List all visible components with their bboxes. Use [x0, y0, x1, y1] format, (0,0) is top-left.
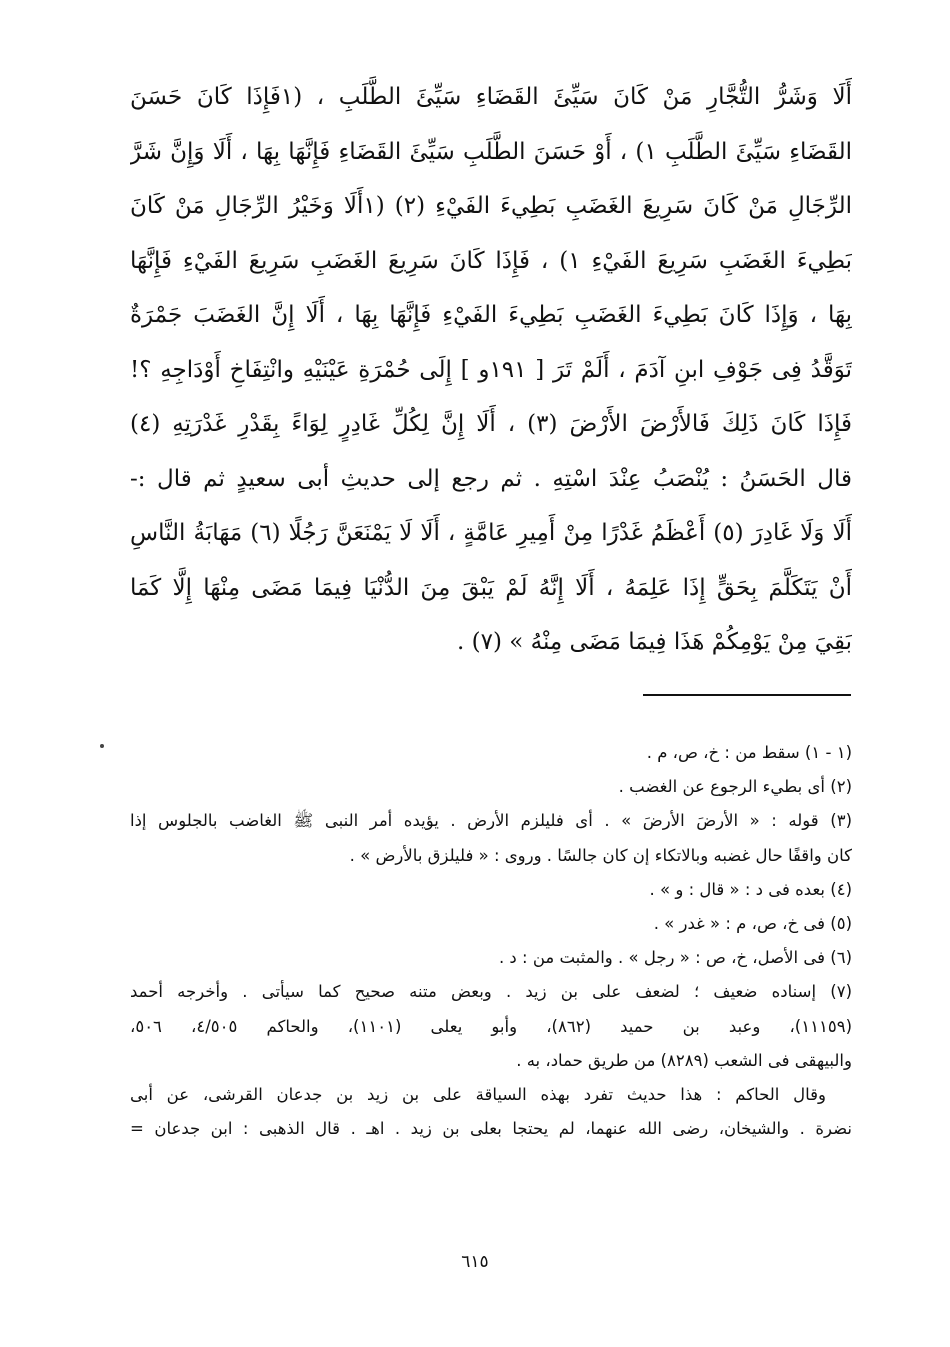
main-text-line: تَوَقَّدُ فِى جَوْفِ ابنِ آدَمَ ، أَلَمْ تَرَ [ ١٩١و ] إِلَى حُمْرَةِ عَيْنَيْهِ وانْتِفَاخِ أَوْدَاجِهِ ؟! [130, 356, 852, 383]
footnote-line: (٤) بعده فى د : « قال : و » . [649, 879, 852, 899]
page-number: ٦١٥ [461, 1252, 489, 1272]
footnote-line: (١١١٥٩)، وعبد بن حميد (٨٦٢)، وأبو يعلى (١١٠١)، والحاكم ٤/٥٠٥، ٥٠٦، [130, 1016, 852, 1036]
main-text-line: بَقِيَ مِنْ يَوْمِكُمْ هَذَا فِيمَا مَضَى مِنْهُ » (٧) . [456, 629, 852, 655]
main-text-line: أَنْ يَتَكَلَّمَ بِحَقٍّ إِذَا عَلِمَهُ ، أَلَا إِنَّهُ لَمْ يَبْقَ مِنَ الدُّنْيَا فِيمَا مَضَى مِنْهَا إِلَّا كَمَا [130, 574, 852, 601]
main-text-line: أَلَا وَشَرُّ التُّجَّارِ مَنْ كَانَ سَيِّئَ القَضَاءِ سَيِّئَ الطَّلَبِ ، (١فَإِذَا كَانَ حَسَنَ [130, 84, 852, 110]
main-text-line: بَطِيءَ الغَضَبِ سَرِيعَ الفَيْءِ ١) ، فَإِذَا كَانَ سَرِيعَ الغَضَبِ سَرِيعَ الفَيْءِ فَإِنَّهَا [130, 247, 852, 274]
footnote-line: (٦) فى الأصل، خ، ص : « رجل » . والمثبت من : د . [498, 948, 852, 968]
main-text-line: القَضَاءِ سَيِّئَ الطَّلَبِ ١) ، أَوْ حَسَنَ الطَّلَبِ سَيِّئَ القَضَاءِ فَإِنَّهَا بِهَا ، أَلَا وَإِنَّ شَرَّ [130, 138, 852, 165]
main-text-line: الرِّجَالِ مَنْ كَانَ سَرِيعَ الغَضَبِ بَطِيءَ الفَيْءِ (٢) (١أَلَا وَخَيْرُ الرِّجَالِ مَنْ كَانَ [130, 193, 852, 219]
main-text-line: أَلَا وَلَا غَادِرَ (٥) أَعْظَمُ غَدْرًا مِنْ أَمِيرِ عَامَّةٍ ، أَلَا لَا يَمْنَعَنَّ رَجُلًا (٦) مَهَابَةُ النَّاسِ [130, 520, 852, 546]
footnotes [130, 736, 852, 1146]
footnote-line: (٥) فى خ، ص، م : « غدر » . [653, 913, 852, 933]
main-text-line: فَإِذَا كَانَ ذَلِكَ فَالأَرْضَ الأَرْضَ (٣) ، أَلَا إِنَّ لِكُلِّ غَادِرٍ لِوَاءً بِقَدْرِ غَدْرَتِهِ (٤) [130, 411, 852, 437]
footnote-line: (٢) أى بطيء الرجوع عن الغضب . [618, 777, 852, 797]
main-text [130, 70, 852, 670]
footnote-line: (١ - ١) سقط من : خ، ص، م . [646, 743, 852, 762]
scan-speck [100, 744, 104, 748]
footnote-line: كان واقفًا حال غضبه وبالاتكاء إن كان جالسًا . وروى : « فليلزق بالأرض » . [349, 845, 852, 865]
footnote-line: (٧) إسناده ضعيف ؛ لضعف على بن زيد . وبعض متنه صحيح كما سيأتى . وأخرجه أحمد [130, 982, 852, 1002]
footnote-line: والبيهقى فى الشعب (٨٢٨٩) من طريق حماد، به . [516, 1050, 852, 1070]
main-text-line: بِهَا ، وَإِذَا كَانَ بَطِيءَ الغَضَبِ بَطِيءَ الفَيْءِ فَإِنَّهَا بِهَا ، أَلَا إِنَّ الغَضَبَ جَمْرَةٌ [130, 302, 852, 328]
footnote-line: وقال الحاكم : هذا حديث تفرد بهذه السياقة على بن زيد بن جدعان القرشى، عن أبى [130, 1084, 826, 1104]
footnote-line: نضرة . والشيخان، رضى الله عنهما، لم يحتجا بعلى بن زيد . اهـ . قال الذهبى : ابن جدعان = [130, 1119, 852, 1139]
main-text-line: قال الحَسَنُ : يُنْصَبُ عِنْدَ اسْتِهِ . ثم رجع إلى حديثِ أبى سعيدٍ ثم قال :- [130, 465, 852, 492]
footnote-separator [643, 694, 851, 696]
footnote-line: (٣) قوله : « الأرضَ الأرضَ » . أى فليلزم الأرض . يؤيده أمر النبى ﷺ الغاضب بالجلوس إذا [130, 811, 852, 831]
